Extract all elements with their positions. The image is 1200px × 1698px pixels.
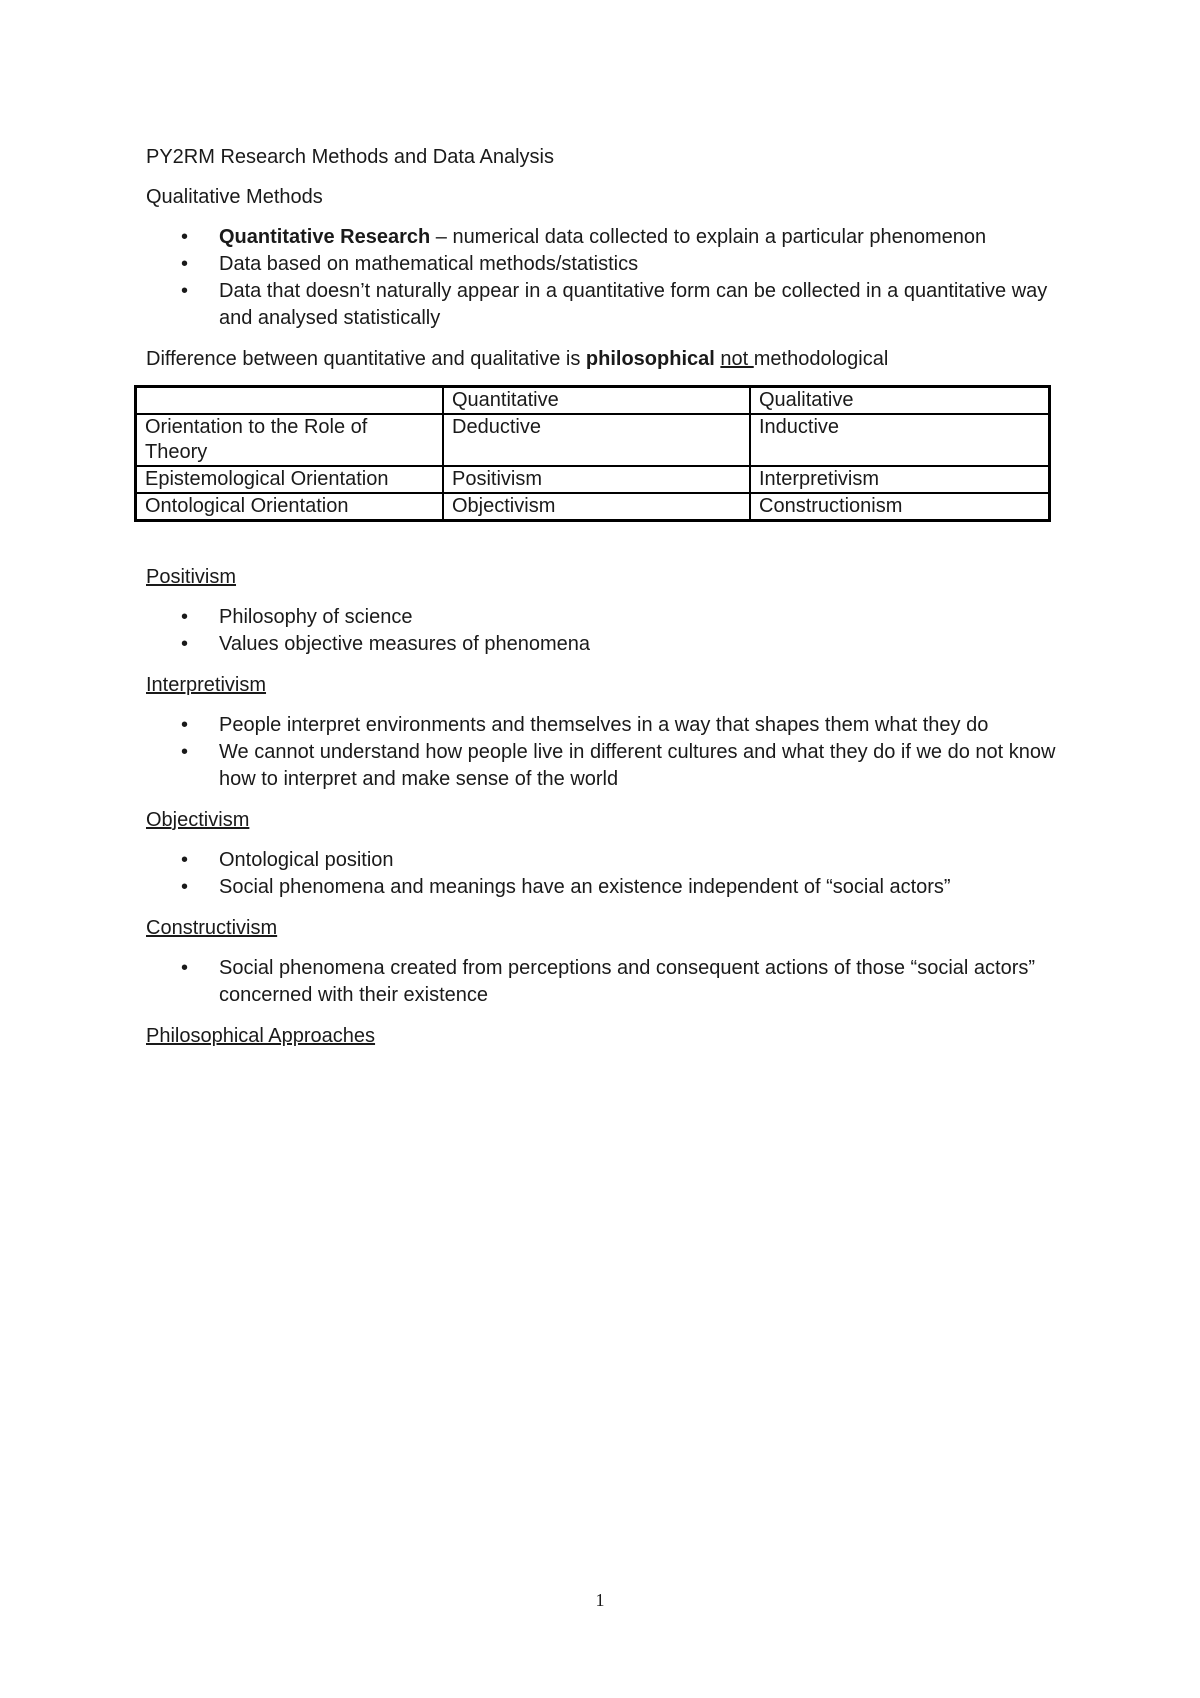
list-item: • Social phenomena and meanings have an existence independent of “social actors” (146, 874, 1066, 901)
interpretivism-list (146, 712, 1066, 793)
section-heading-objectivism: Objectivism (146, 809, 250, 831)
list-item: • People interpret environments and themselves in a way that shapes them what they do (146, 712, 1066, 739)
section-heading-positivism: Positivism (146, 566, 237, 588)
list-item: • Social phenomena created from perceptions and consequent actions of those “social actors” concerned with their existence (146, 955, 1066, 1009)
list-item: • We cannot understand how people live in different cultures and what they do if we do not know how to interpret and make sense of the world (146, 739, 1066, 793)
table-cell: Epistemological Orientation (136, 466, 444, 493)
bold-term: Quantitative Research (219, 226, 431, 248)
table-cell: Orientation to the Role of Theory (136, 414, 444, 466)
difference-bold: philosophical (585, 348, 715, 370)
table-cell: Deductive (443, 414, 750, 466)
table-cell: Inductive (750, 414, 1050, 466)
positivism-list (146, 604, 1066, 658)
intro-bullet-list (146, 224, 1066, 332)
difference-statement (146, 346, 1066, 373)
table-row (136, 493, 1050, 521)
document-title: PY2RM Research Methods and Data Analysis (146, 146, 554, 168)
table-cell: Constructionism (750, 493, 1050, 521)
table-cell: Ontological Orientation (136, 493, 444, 521)
comparison-table (134, 385, 1051, 522)
table-cell: Quantitative (443, 387, 750, 415)
table-cell: Qualitative (750, 387, 1050, 415)
list-item: • Data based on mathematical methods/statistics (146, 251, 1066, 278)
difference-underline: not (720, 348, 754, 370)
section-heading-constructivism: Constructivism (146, 917, 278, 939)
table-cell: Objectivism (443, 493, 750, 521)
table-row (136, 466, 1050, 493)
constructivism-list (146, 955, 1066, 1009)
table-row (136, 414, 1050, 466)
table-cell: Interpretivism (750, 466, 1050, 493)
difference-pre: Difference between quantitative and qualitative is (146, 348, 586, 370)
document-subtitle: Qualitative Methods (146, 186, 323, 208)
bullet-text: – numerical data collected to explain a particular phenomenon (430, 226, 987, 248)
page-number: 1 (595, 1590, 605, 1610)
table-cell (136, 387, 444, 415)
section-heading-interpretivism: Interpretivism (146, 674, 267, 696)
list-item: • Values objective measures of phenomena (146, 631, 1066, 658)
table-header-row (136, 387, 1050, 415)
difference-post: methodological (753, 348, 889, 370)
list-item: • Philosophy of science (146, 604, 1066, 631)
objectivism-list (146, 847, 1066, 901)
document-page (146, 144, 1066, 1063)
list-item: • Ontological position (146, 847, 1066, 874)
list-item (146, 224, 1066, 251)
list-item: • Data that doesn’t naturally appear in a quantitative form can be collected in a quantitative way and analysed statistically (146, 278, 1066, 332)
table-cell: Positivism (443, 466, 750, 493)
section-heading-philosophical-approaches: Philosophical Approaches (146, 1025, 376, 1047)
